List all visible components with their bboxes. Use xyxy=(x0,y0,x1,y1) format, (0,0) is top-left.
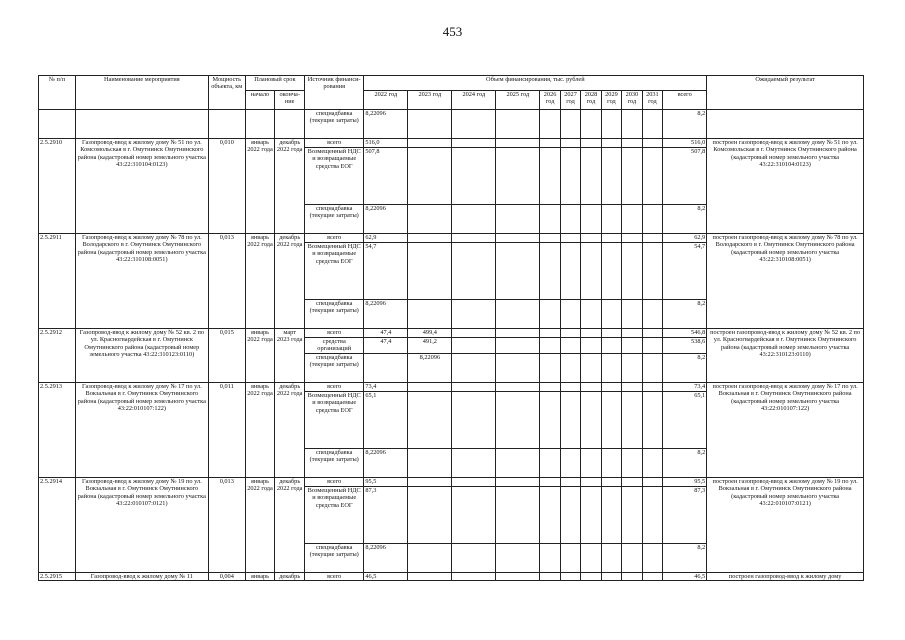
value-2022: 54,7 xyxy=(364,243,408,300)
source-cell: спецнадбавка (текущие затраты) xyxy=(305,448,364,477)
table-row xyxy=(39,234,864,243)
value-total: 54,7 xyxy=(663,243,707,300)
term-start: январь 2022 года xyxy=(245,234,275,329)
table-row xyxy=(39,329,864,338)
capacity: 0,011 xyxy=(208,382,245,477)
term-start: январь 2022 года xyxy=(245,329,275,383)
value-total: 46,5 xyxy=(663,572,707,580)
event-name: Газопровод-ввод к жилому дому № 78 по ул. Володарского в г. Омутнинск Омутнинского района (кадастровый номер земельного участка 43:22:310108:0051) xyxy=(75,234,208,329)
header-total: всего xyxy=(663,91,707,110)
value-2022: 47,4 xyxy=(364,329,408,338)
expected-result: построен газопровод-ввод к жилому дому № 17 по ул. Вокзальная в г. Омутнинск Омутнинского района (кадастровый номер земельного участка 43:22:010107:122) xyxy=(707,382,864,477)
value-2023 xyxy=(408,477,452,486)
value-2023 xyxy=(408,205,452,234)
financing-table xyxy=(38,75,864,581)
capacity: 0,004 xyxy=(208,572,245,580)
capacity: 0,015 xyxy=(208,329,245,383)
value-2023 xyxy=(408,300,452,329)
header-term-start: начало xyxy=(245,91,275,110)
value-total: 516,0 xyxy=(663,139,707,148)
value-total: 73,4 xyxy=(663,382,707,391)
term-start: январь 2022 года xyxy=(245,382,275,477)
term-start: январь 2022 года xyxy=(245,139,275,234)
header-year: 2025 год xyxy=(496,91,540,110)
value-total: 8,2 xyxy=(663,205,707,234)
value-2022: 95,5 xyxy=(364,477,408,486)
header-name: Наименование мероприятия xyxy=(75,76,208,110)
value-2022 xyxy=(364,353,408,382)
source-cell: Возмещенный НДС и возвращаемые средства ЕОГ xyxy=(305,148,364,205)
source-cell: спецнадбавка (текущие затраты) xyxy=(305,353,364,382)
event-name: Газопровод-ввод к жилому дому № 51 по ул. Комсомольская в г. Омутнинск Омутнинского района (кадастровый номер земельного участка 43:22:310104:0123) xyxy=(75,139,208,234)
source-cell: средства организаций xyxy=(305,338,364,354)
source-cell: всего xyxy=(305,572,364,580)
value-2022: 73,4 xyxy=(364,382,408,391)
source-cell: спецнадбавка (текущие затраты) xyxy=(305,543,364,572)
source-cell: всего xyxy=(305,234,364,243)
header-year: 2028 год xyxy=(581,91,601,110)
row-number: 2.5.2915 xyxy=(39,572,76,580)
page-number: 453 xyxy=(442,24,463,39)
term-end: декабрь xyxy=(275,572,305,580)
header-year: 2024 год xyxy=(452,91,496,110)
value-total: 8,2 xyxy=(663,353,707,382)
header-year: 2029 год xyxy=(601,91,621,110)
header-year: 2027 год xyxy=(560,91,580,110)
header-num: № п/п xyxy=(39,76,76,110)
value-2023: 8,22096 xyxy=(408,353,452,382)
value-2022: 8,22096 xyxy=(364,110,408,139)
value-total: 8,2 xyxy=(663,448,707,477)
value-2023 xyxy=(408,391,452,448)
header-term: Плановый срок xyxy=(245,76,304,91)
header-year: 2026 год xyxy=(540,91,560,110)
table-row xyxy=(39,110,864,139)
value-2023 xyxy=(408,486,452,543)
header-term-end: оконча-ние xyxy=(275,91,305,110)
table-row xyxy=(39,382,864,391)
header-source: Источник финанси-рования xyxy=(305,76,364,110)
value-total: 95,5 xyxy=(663,477,707,486)
header-result: Ожидаемый результат xyxy=(707,76,864,110)
header-row-1 xyxy=(39,76,864,91)
source-cell: всего xyxy=(305,382,364,391)
value-total: 546,8 xyxy=(663,329,707,338)
table-row xyxy=(39,477,864,486)
value-total: 8,2 xyxy=(663,543,707,572)
value-total: 507,8 xyxy=(663,148,707,205)
expected-result: построен газопровод-ввод к жилому дому № 78 по ул. Володарского в г. Омутнинск Омутнинского района (кадастровый номер земельного участка 43:22:310108:0051) xyxy=(707,234,864,329)
value-total: 538,6 xyxy=(663,338,707,354)
expected-result: построен газопровод-ввод к жилому дому № 51 по ул. Комсомольская в г. Омутнинск Омутнинского района (кадастровый номер земельного участка 43:22:310104:0123) xyxy=(707,139,864,234)
header-year: 2030 год xyxy=(622,91,642,110)
header-year: 2031 год xyxy=(642,91,662,110)
value-total: 65,1 xyxy=(663,391,707,448)
value-2022: 516,0 xyxy=(364,139,408,148)
value-2022: 46,5 xyxy=(364,572,408,580)
term-end: декабрь 2022 года xyxy=(275,139,305,234)
value-2022: 8,22096 xyxy=(364,300,408,329)
row-number: 2.5.2912 xyxy=(39,329,76,383)
source-cell: всего xyxy=(305,477,364,486)
value-2023 xyxy=(408,148,452,205)
value-2022: 65,1 xyxy=(364,391,408,448)
source-cell: всего xyxy=(305,139,364,148)
value-2022: 87,3 xyxy=(364,486,408,543)
capacity: 0,013 xyxy=(208,234,245,329)
value-2023 xyxy=(408,543,452,572)
source-cell: всего xyxy=(305,329,364,338)
value-2023 xyxy=(408,382,452,391)
event-name: Газопровод-ввод к жилому дому № 11 xyxy=(75,572,208,580)
source-cell: Возмещенный НДС и возвращаемые средства ЕОГ xyxy=(305,243,364,300)
value-2022: 8,22096 xyxy=(364,205,408,234)
value-total: 87,3 xyxy=(663,486,707,543)
expected-result: построен газопровод-ввод к жилому дому xyxy=(707,572,864,580)
value-2022: 8,22096 xyxy=(364,543,408,572)
header-volume: Объем финансирования, тыс. рублей xyxy=(364,76,707,91)
table-row xyxy=(39,139,864,148)
row-number: 2.5.2911 xyxy=(39,234,76,329)
row-number: 2.5.2910 xyxy=(39,139,76,234)
capacity: 0,010 xyxy=(208,139,245,234)
value-total: 62,9 xyxy=(663,234,707,243)
event-name: Газопровод-ввод к жилому дому № 52 кв. 2 по ул. Красногвардейская в г. Омутнинск Омутнинского района (кадастровый номер земельного участка 43:22:310123:0110) xyxy=(75,329,208,383)
term-start: январь xyxy=(245,572,275,580)
value-2022: 47,4 xyxy=(364,338,408,354)
expected-result: построен газопровод-ввод к жилому дому № 19 по ул. Вокзальная в г. Омутнинск Омутнинского района (кадастровый номер земельного участка 43:22:010107:0121) xyxy=(707,477,864,572)
expected-result: построен газопровод-ввод к жилому дому № 52 кв. 2 по ул. Красногвардейская в г. Омутнинск Омутнинского района (кадастровый номер земельного участка 43:22:310123:0110) xyxy=(707,329,864,383)
value-2022: 8,22096 xyxy=(364,448,408,477)
row-number: 2.5.2913 xyxy=(39,382,76,477)
capacity: 0,013 xyxy=(208,477,245,572)
value-2023 xyxy=(408,234,452,243)
source-cell: спецнадбавка (текущие затраты) xyxy=(305,110,364,139)
value-2022: 507,8 xyxy=(364,148,408,205)
header-year: 2022 год xyxy=(364,91,408,110)
value-2023: 491,2 xyxy=(408,338,452,354)
source-cell: спецнадбавка (текущие затраты) xyxy=(305,300,364,329)
header-year: 2023 год xyxy=(408,91,452,110)
value-2023 xyxy=(408,139,452,148)
header-capacity: Мощность объекта, км xyxy=(208,76,245,110)
source-cell: Возмещенный НДС и возвращаемые средства ЕОГ xyxy=(305,486,364,543)
row-number: 2.5.2914 xyxy=(39,477,76,572)
term-end: декабрь 2022 года xyxy=(275,382,305,477)
value-2022: 62,9 xyxy=(364,234,408,243)
value-2023 xyxy=(408,243,452,300)
value-2023 xyxy=(408,448,452,477)
value-total: 8,2 xyxy=(663,300,707,329)
value-total: 8,2 xyxy=(663,110,707,139)
term-end: март 2023 года xyxy=(275,329,305,383)
event-name: Газопровод-ввод к жилому дому № 17 по ул. Вокзальная в г. Омутнинск Омутнинского района (кадастровый номер земельного участка 43:22:010107:122) xyxy=(75,382,208,477)
term-start: январь 2022 года xyxy=(245,477,275,572)
table-row xyxy=(39,572,864,580)
source-cell: Возмещенный НДС и возвращаемые средства ЕОГ xyxy=(305,391,364,448)
value-2023: 499,4 xyxy=(408,329,452,338)
term-end: декабрь 2022 года xyxy=(275,234,305,329)
event-name: Газопровод-ввод к жилому дому № 19 по ул. Вокзальная в г. Омутнинск Омутнинского района (кадастровый номер земельного участка 43:22:010107:0121) xyxy=(75,477,208,572)
source-cell: спецнадбавка (текущие затраты) xyxy=(305,205,364,234)
term-end: декабрь 2022 года xyxy=(275,477,305,572)
